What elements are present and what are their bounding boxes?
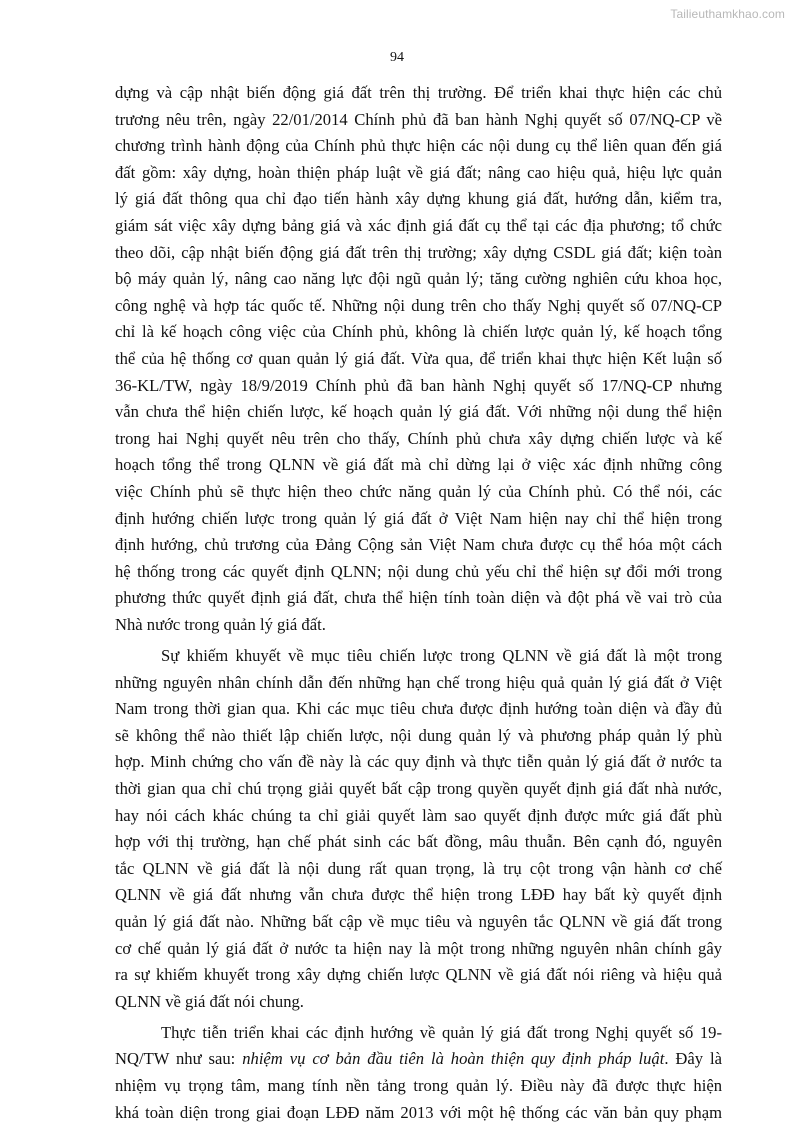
italic-text: nhiệm vụ cơ bản đầu tiên là hoàn thiện quy định pháp luật xyxy=(242,1049,665,1069)
paragraph-1 xyxy=(115,80,722,638)
paragraph-line: ra sự khiếm khuyết trong xây dựng chiến lược QLNN về giá đất nói riêng và hiệu quả xyxy=(115,965,722,985)
paragraph-line: hệ thống trong các quyết định QLNN; nội dung chủ yếu chỉ thể hiện sự đổi mới trong xyxy=(115,561,722,581)
paragraph-line: khá toàn diện trong giai đoạn LĐĐ năm 2013 với một hệ thống các văn bản quy phạm xyxy=(115,1102,722,1122)
paragraph-line: những nguyên nhân chính dẫn đến những hạn chế trong hiệu quả quản lý giá đất ở Việt xyxy=(115,672,722,692)
paragraph-line: 36-KL/TW, ngày 18/9/2019 Chính phủ đã ban hành Nghị quyết số 17/NQ-CP nhưng xyxy=(115,375,722,395)
paragraph-line: cơ chế quản lý giá đất ở nước ta hiện nay là một trong những nguyên nhân chính gây xyxy=(115,938,722,958)
paragraph-3 xyxy=(115,1020,722,1126)
paragraph-2 xyxy=(115,643,722,1015)
paragraph-line: công nghệ và hợp tác quốc tế. Những nội dung trên cho thấy Nghị quyết số 07/NQ-CP xyxy=(115,295,722,315)
paragraph-line: hay nói cách khác chúng ta chỉ giải quyết làm sao quyết định được mức giá đất phù xyxy=(115,805,722,825)
paragraph-line: hợp với thị trường, hạn chế phát sinh các bất đồng, mâu thuẫn. Bên cạnh đó, nguyên xyxy=(115,832,722,852)
paragraph-line: trương nêu trên, ngày 22/01/2014 Chính phủ đã ban hành Nghị quyết số 07/NQ-CP về xyxy=(115,109,722,129)
paragraph-line: bộ máy quản lý, nâng cao năng lực đội ngũ quản lý; tăng cường nghiên cứu khoa học, xyxy=(115,269,722,289)
paragraph-line: hoạch tổng thể trong QLNN về giá đất mà chỉ dừng lại ở việc xác định những công xyxy=(115,455,722,475)
paragraph-line xyxy=(115,1046,722,1073)
paragraph-line: hợp. Minh chứng cho vấn đề này là các quy định và thực tiễn quản lý giá đất ở nước ta xyxy=(115,752,722,772)
paragraph-line: định hướng chiến lược trong quản lý giá đất ở Việt Nam hiện nay chỉ thể hiện trong xyxy=(115,508,722,528)
paragraph-line: việc Chính phủ sẽ thực hiện theo chức năng quản lý của Chính phủ. Có thể nói, các xyxy=(115,481,722,501)
paragraph-line: QLNN về giá đất nhưng vẫn chưa được thể hiện trong LĐĐ hay bất kỳ quyết định xyxy=(115,885,722,905)
paragraph-line: thời gian qua chỉ chú trọng giải quyết bất cập trong quyền quyết định giá đất nhà nước, xyxy=(115,778,722,798)
paragraph-line: QLNN về giá đất nói chung. xyxy=(115,991,304,1011)
paragraph-line: tắc QLNN về giá đất là nội dung rất quan trọng, là trụ cột trong vận hành cơ chế xyxy=(115,858,722,878)
paragraph-line: chương trình hành động của Chính phủ thực hiện các nội dung cụ thể liên quan đến giá xyxy=(115,136,722,156)
paragraph-line: phương thức quyết định giá đất, chưa thể hiện tính toàn diện và đột phá về vai trò của xyxy=(115,588,722,608)
text-run: . Đây là xyxy=(664,1049,722,1069)
paragraph-line: chỉ là kế hoạch công việc của Chính phủ, không là chiến lược quản lý, kế hoạch tổng xyxy=(115,322,722,342)
paragraph-line: theo dõi, cập nhật biến động giá đất trên thị trường; xây dựng CSDL giá đất; kiện toàn xyxy=(115,242,722,262)
paragraph-line: đất gồm: xây dựng, hoàn thiện pháp luật về giá đất; nâng cao hiệu quả, hiệu lực quản xyxy=(115,162,722,182)
page-number: 94 xyxy=(390,50,404,65)
paragraph-line: sẽ không thể nào thiết lập chiến lược, nội dung quản lý và phương pháp quản lý phù xyxy=(115,725,722,745)
paragraph-line: Sự khiếm khuyết về mục tiêu chiến lược trong QLNN về giá đất là một trong xyxy=(161,645,722,665)
paragraph-line: Nhà nước trong quản lý giá đất. xyxy=(115,614,326,634)
paragraph-line: dựng và cập nhật biến động giá đất trên thị trường. Để triển khai thực hiện các chủ xyxy=(115,83,722,102)
paragraph-line: trong hai Nghị quyết nêu trên cho thấy, Chính phủ chưa xây dựng chiến lược và kế xyxy=(115,428,722,448)
paragraph-line: định hướng, chủ trương của Đảng Cộng sản Việt Nam chưa được cụ thể hóa một cách xyxy=(115,535,722,555)
paragraph-line: nhiệm vụ trọng tâm, mang tính nền tảng trong quản lý. Điều này đã được thực hiện xyxy=(115,1075,722,1095)
paragraph-line: Thực tiễn triển khai các định hướng về quản lý giá đất trong Nghị quyết số 19- xyxy=(161,1022,722,1042)
watermark: Tailieuthamkhao.com xyxy=(670,7,785,21)
paragraph-line: giám sát việc xây dựng bảng giá và xác định giá đất cụ thể tại các địa phương; tổ chức xyxy=(115,215,722,235)
paragraph-line: thể của hệ thống cơ quan quản lý giá đất. Vừa qua, để triển khai thực hiện Kết luận số xyxy=(115,348,722,368)
paragraph-line: quản lý giá đất nào. Những bất cập về mục tiêu và nguyên tắc QLNN về giá đất trong xyxy=(115,911,722,931)
paragraph-line: Nam trong thời gian qua. Khi các mục tiêu chưa được định hướng toàn diện và đầy đủ xyxy=(115,699,722,719)
document-body xyxy=(115,80,722,1126)
paragraph-line: lý giá đất thông qua chỉ đạo tiến hành xây dựng khung giá đất, hướng dẫn, kiểm tra, xyxy=(115,189,722,209)
text-run: NQ/TW như sau: xyxy=(115,1049,243,1069)
paragraph-line: vẫn chưa thể hiện chiến lược, kế hoạch quản lý giá đất. Với những nội dung thể hiện xyxy=(115,402,722,422)
